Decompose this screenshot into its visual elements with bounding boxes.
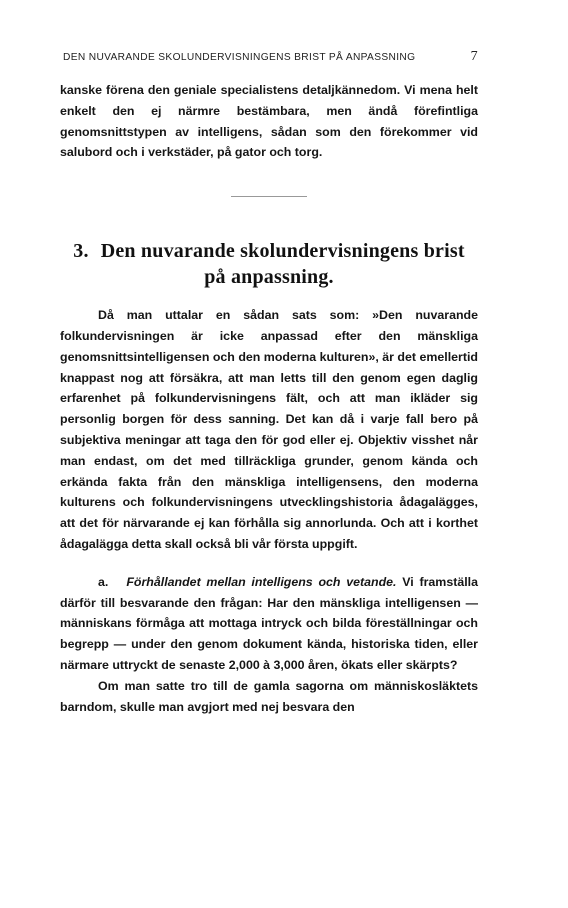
section-title: Den nuvarande skolundervisningens brist på anpassning.: [100, 240, 465, 289]
running-head: [60, 48, 478, 68]
paragraph-2: Då man uttalar en sådan sats som: »Den nuvarande folkundervisningen är icke anpassad efter den mänskliga genomsnittsintelligensen och den moderna kulturen», är det emellertid knappast nog att försäkra, att man letts till den genom egen daglig erfarenhet på folkundervisningens fält, och att man ikläder sig personlig borgen för dess sanning. Det kan då i varje fall bero på subjektiva meningar att taga den för god eller ej. Objektiv visshet når man endast, om det med tillräckliga grunder, genom kända och erkända fakta från den mänskliga intelligensens, den moderna kulturens och folkundervisningens utvecklingshistoria ådagalägges, att det för närvarande ej kan förhålla sig annorlunda. Och att i korthet ådagalägga detta skall också bli vår första uppgift.: [60, 308, 478, 551]
section-heading: [60, 238, 478, 290]
section-number: 3.: [73, 240, 89, 263]
subsection-text: Vi framställa därför till besvarande den frågan: Har den mänskliga intelligensen — människans förmåga att mottaga intryck och bilda föreställningar och begrepp — under den genom dokument kända, historiska tiden, eller närmare uttryckt de senaste 2,000 à 3,000 åren, ökats eller skärpts?: [60, 574, 478, 672]
paragraph-1: kanske förena den geniale specialistens detaljkännedom. Vi mena helt enkelt den ej närmre bestämbara, men ändå förefintliga genomsnittstypen av intelligens, sådan som den förekommer vid salubord och i verkstäder, på gator och torg.: [60, 83, 478, 160]
running-head-title: DEN NUVARANDE SKOLUNDERVISNINGENS BRIST PÅ ANPASSNING: [63, 52, 416, 63]
subsection-paragraph: [60, 572, 478, 676]
subsection-label: a.: [98, 574, 109, 589]
subsection-title: Förhållandet mellan intelligens och vetande.: [126, 574, 397, 589]
page-number: 7: [470, 49, 478, 64]
paragraph-4: Om man satte tro till de gamla sagorna om människosläktets barndom, skulle man avgjort med nej besvara den: [60, 678, 478, 714]
book-page: [60, 48, 478, 717]
section-separator-rule: [231, 196, 307, 197]
